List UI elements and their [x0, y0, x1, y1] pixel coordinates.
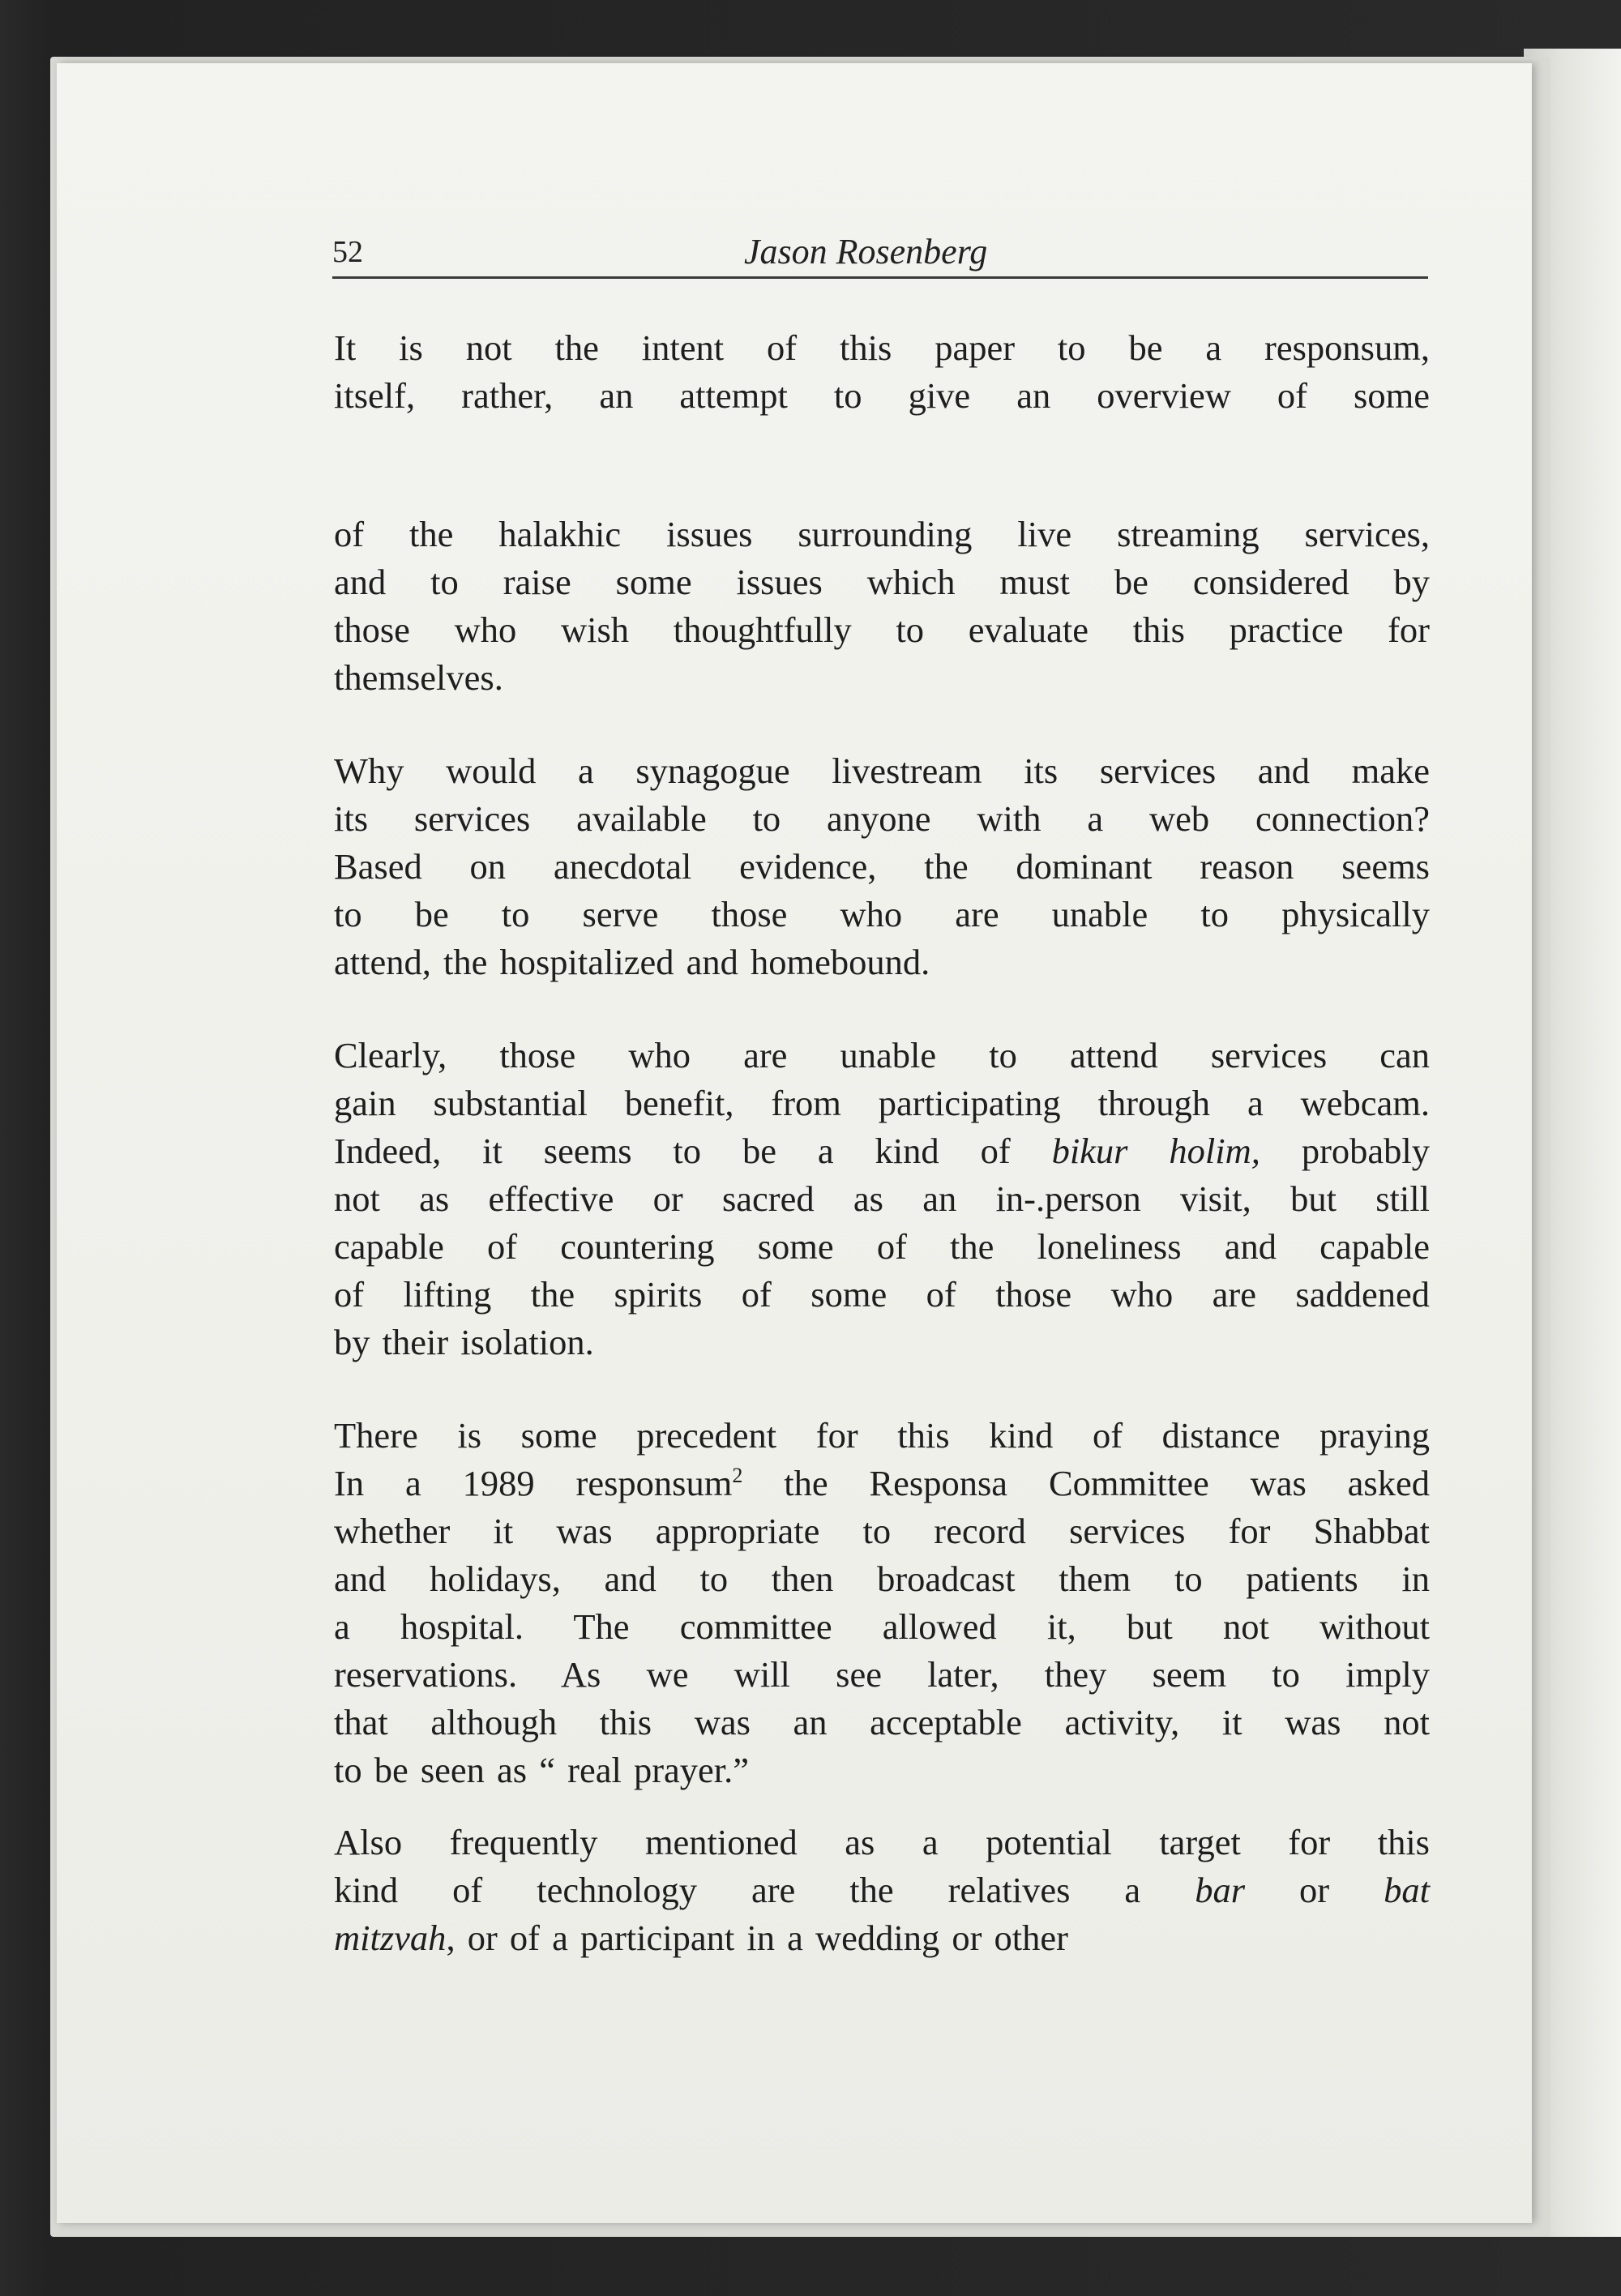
text-line: Clearly, those who are unable to attend services can: [334, 1035, 1430, 1075]
paragraph-benefit: [334, 1032, 1430, 1366]
paragraph-precedent: [334, 1412, 1430, 1794]
text-line: There is some precedent for this kind of distance praying: [334, 1415, 1430, 1456]
text-line: those who wish thoughtfully to evaluate this practice for: [334, 609, 1430, 650]
italic-term: bikur holim,: [1051, 1131, 1260, 1171]
text-line: capable of countering some of the loneliness and capable: [334, 1226, 1430, 1267]
footnote-marker: 2: [732, 1464, 743, 1488]
text-line: its services available to anyone with a web connection?: [334, 798, 1430, 839]
text-run: probably: [1260, 1131, 1431, 1171]
text-run: or: [1245, 1870, 1384, 1910]
paragraph-relatives: [334, 1819, 1430, 1962]
text-line: [334, 1914, 1430, 1962]
text-line: Also frequently mentioned as a potential target for this: [334, 1822, 1430, 1862]
text-line: whether it was appropriate to record services for Shabbat: [334, 1511, 1430, 1551]
text-line: by their isolation.: [334, 1322, 594, 1362]
text-line: Based on anecdotal evidence, the dominant reason seems: [334, 846, 1430, 887]
text-line: a hospital. The committee allowed it, but not without: [334, 1606, 1430, 1647]
text-run: kind of technology are the relatives a: [334, 1870, 1195, 1910]
text-line: attend, the hospitalized and homebound.: [334, 942, 930, 982]
text-run: Indeed, it seems to be a kind of: [334, 1131, 1052, 1171]
text-line: and holidays, and to then broadcast them to patients in: [334, 1558, 1430, 1599]
page-header: [332, 231, 1428, 279]
paragraph-halakhic-issues: [334, 511, 1430, 702]
text-line: [334, 1866, 1430, 1914]
page-number: 52: [332, 235, 363, 269]
text-line: not as effective or sacred as an in-.person visit, but still: [334, 1178, 1430, 1219]
text-run: , or of a participant in a wedding or other: [446, 1918, 1068, 1958]
text-line: reservations. As we will see later, they seem to imply: [334, 1654, 1430, 1695]
text-run: In a 1989 responsum: [334, 1463, 733, 1503]
text-line: Why would a synagogue livestream its services and make: [334, 750, 1430, 791]
text-line: gain substantial benefit, from participating through a webcam.: [334, 1083, 1430, 1123]
paragraph-why-livestream: [334, 747, 1430, 986]
text-line: to be to serve those who are unable to physically: [334, 894, 1430, 934]
text-line: of the halakhic issues surrounding live streaming services,: [334, 514, 1430, 554]
paragraph-intro: [334, 324, 1430, 420]
text-line: and to raise some issues which must be considered by: [334, 562, 1430, 602]
text-line: [334, 1460, 1430, 1507]
italic-term: mitzvah: [334, 1918, 447, 1958]
text-line: to be seen as “ real prayer.”: [334, 1750, 750, 1790]
text-line: themselves.: [334, 657, 503, 698]
body-text: [334, 324, 1430, 1962]
text-line: itself, rather, an attempt to give an overview of some: [334, 375, 1430, 416]
text-line: that although this was an acceptable activity, it was not: [334, 1702, 1430, 1742]
text-run: the Responsa Committee was asked: [742, 1463, 1431, 1503]
text-line: of lifting the spirits of some of those who are saddened: [334, 1274, 1430, 1315]
italic-term: bat: [1384, 1870, 1430, 1910]
text-line: It is not the intent of this paper to be a responsum,: [334, 327, 1430, 368]
italic-term: bar: [1195, 1870, 1246, 1910]
text-line: [334, 1127, 1430, 1175]
running-head-author: Jason Rosenberg: [744, 232, 988, 272]
